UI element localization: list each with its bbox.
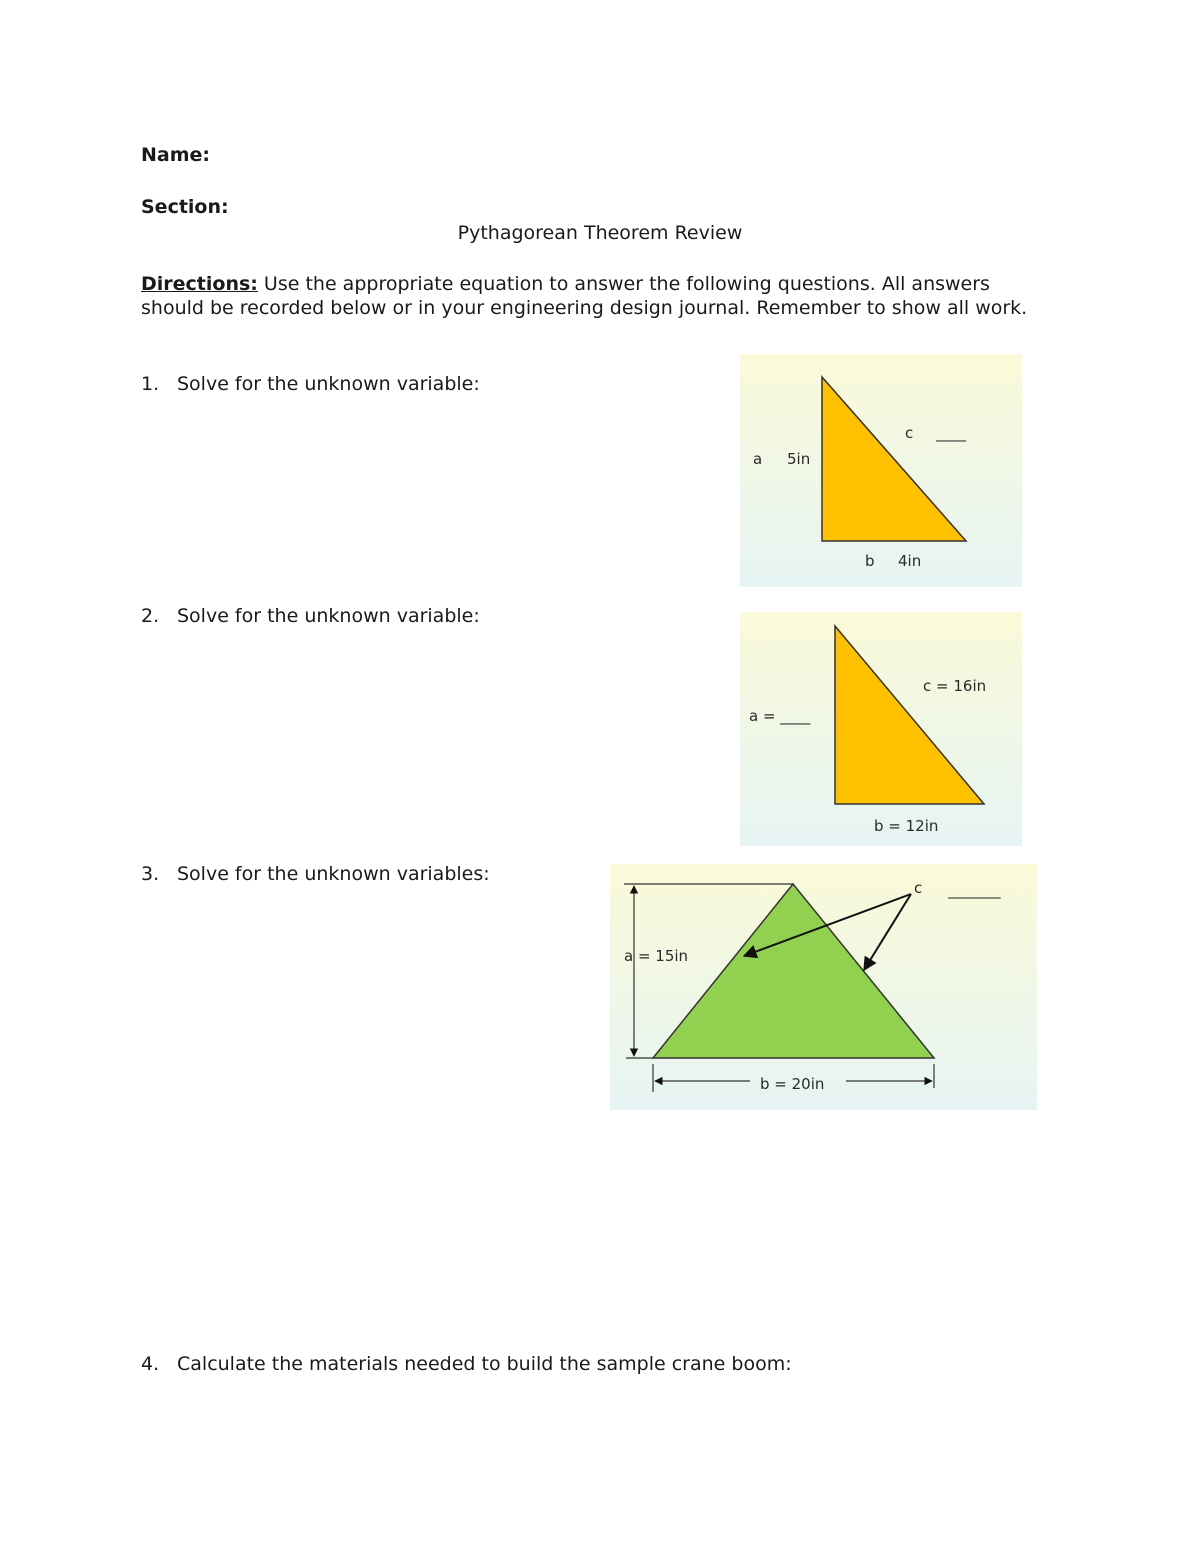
- question-number: 3.: [141, 863, 160, 885]
- label-b-value: 4in: [898, 552, 922, 570]
- question-3: [141, 863, 490, 886]
- label-c: c: [914, 879, 923, 897]
- label-b: b = 20in: [760, 1075, 825, 1093]
- question-text: Calculate the materials needed to build the sample crane boom:: [177, 1353, 792, 1375]
- label-b: b: [865, 552, 875, 570]
- figure-2: [740, 612, 1022, 846]
- label-c-value: ____: [936, 424, 966, 442]
- question-text: Solve for the unknown variable:: [177, 373, 480, 395]
- question-text: Solve for the unknown variables:: [177, 863, 490, 885]
- label-c-value: _______: [948, 881, 1001, 899]
- label-a: a = ____: [749, 707, 811, 725]
- question-number: 2.: [141, 605, 160, 627]
- question-2: [141, 605, 480, 628]
- label-b: b = 12in: [874, 817, 939, 835]
- question-text: Solve for the unknown variable:: [177, 605, 480, 627]
- label-c: c: [905, 424, 914, 442]
- directions-text: Use the appropriate equation to answer the following questions. All answers should be recorded below or in your engineering design journal. Remember to show all work.: [141, 273, 1028, 319]
- name-label: Name:: [141, 144, 211, 166]
- directions-label: Directions:: [141, 273, 258, 295]
- question-1: [141, 373, 480, 396]
- label-a: a: [753, 450, 763, 468]
- figure-3: [610, 864, 1037, 1110]
- question-number: 1.: [141, 373, 160, 395]
- section-label: Section:: [141, 196, 229, 218]
- page-title: Pythagorean Theorem Review: [457, 222, 743, 244]
- label-a: a = 15in: [624, 947, 689, 965]
- figure-1: [740, 354, 1022, 587]
- directions-paragraph: [141, 273, 1041, 320]
- question-4: [141, 1353, 792, 1376]
- label-a-value: 5in: [787, 450, 811, 468]
- label-c: c = 16in: [923, 677, 987, 695]
- question-number: 4.: [141, 1353, 160, 1375]
